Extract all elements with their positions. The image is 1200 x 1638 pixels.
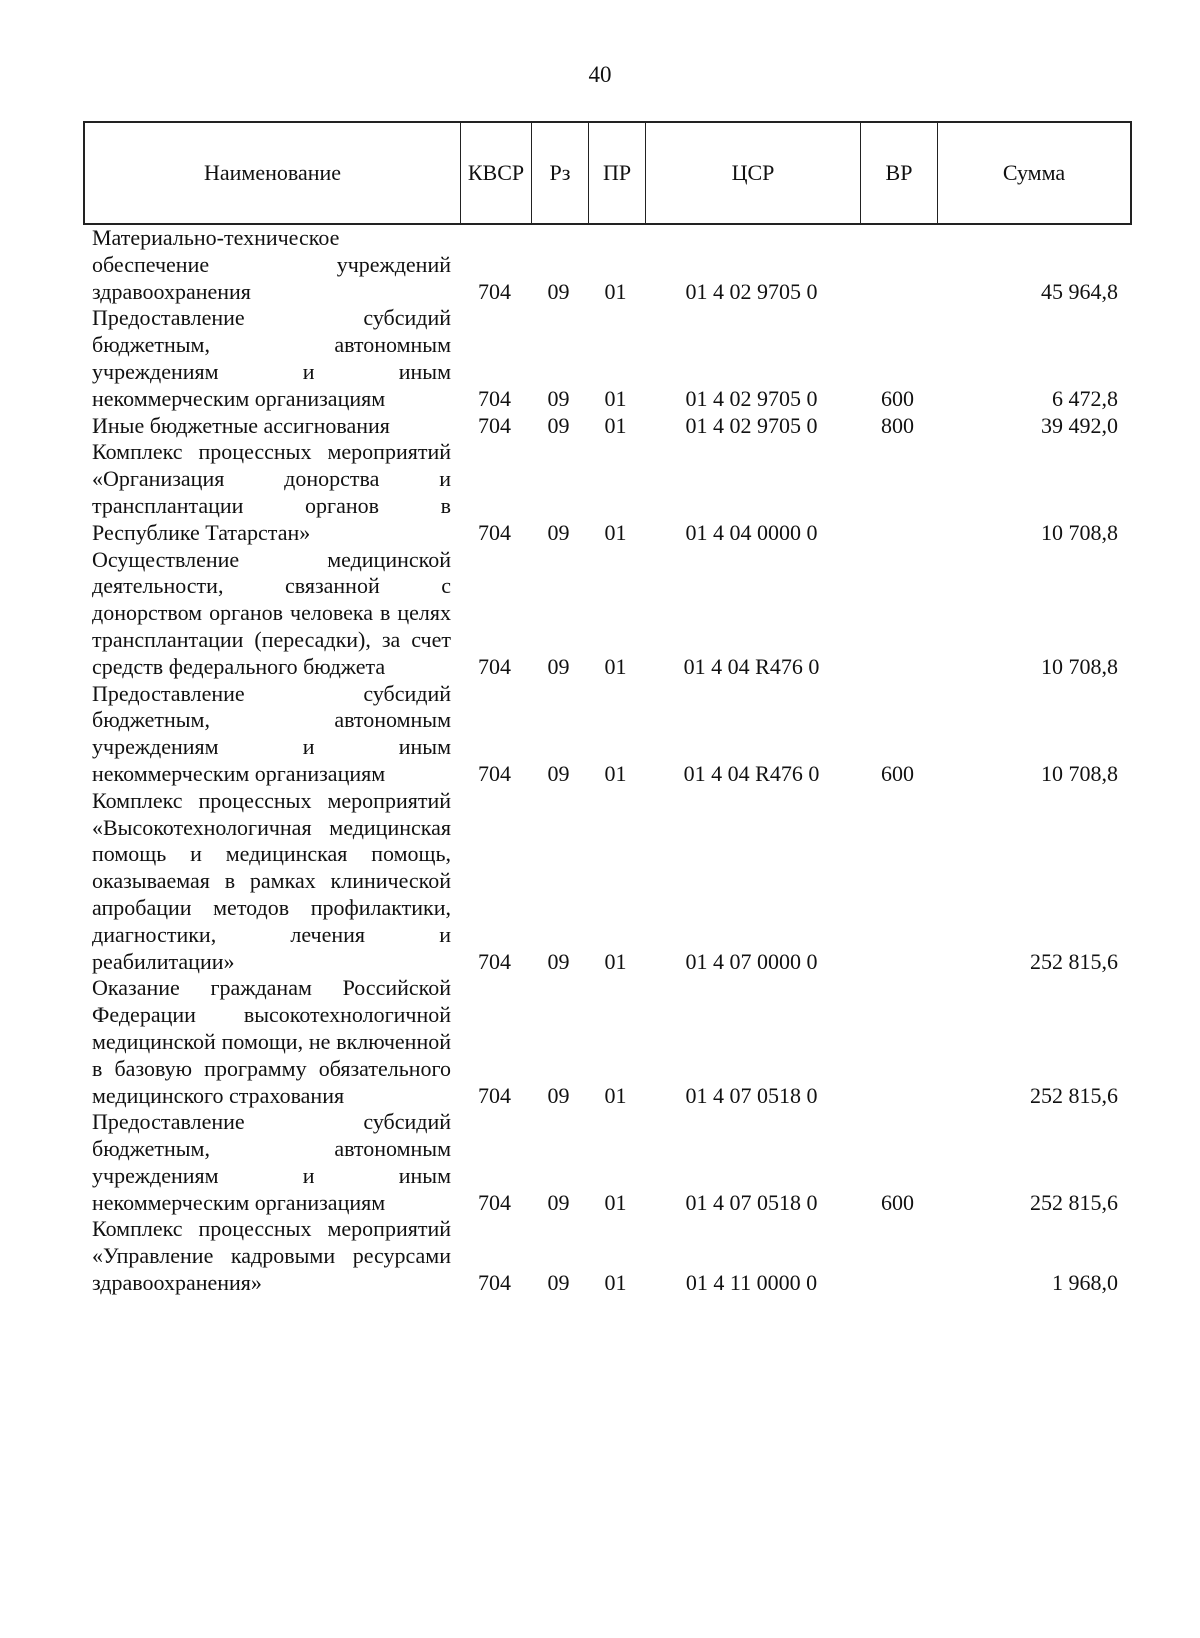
row-rz: 09	[547, 385, 570, 411]
table-row	[83, 788, 1132, 976]
row-rz: 09	[547, 1189, 570, 1215]
row-pr: 01	[604, 412, 627, 438]
row-pr: 01	[604, 1189, 627, 1215]
row-name: Комплекс процессных мероприятий «Управление кадровыми ресурсами здравоохранения»	[92, 1216, 451, 1296]
row-vr: 800	[881, 412, 914, 438]
row-kvsr: 704	[478, 760, 511, 786]
table-row	[83, 681, 1132, 788]
header-vr: ВР	[861, 123, 938, 223]
row-kvsr: 704	[478, 653, 511, 679]
table-row	[83, 225, 1132, 305]
row-name: Предоставление субсидий бюджетным, автономным учреждениям и иным некоммерческим организациям	[92, 1109, 451, 1215]
row-sum: 252 815,6	[1030, 1189, 1118, 1215]
row-rz: 09	[547, 412, 570, 438]
row-pr: 01	[604, 1082, 627, 1108]
row-sum: 1 968,0	[1052, 1270, 1118, 1296]
row-pr: 01	[604, 385, 627, 411]
row-kvsr: 704	[478, 948, 511, 974]
header-rz: Рз	[532, 123, 589, 223]
row-name: Комплекс процессных мероприятий «Организация донорства и трансплантации органов в Республике Татарстан»	[92, 439, 451, 545]
row-pr: 01	[604, 1270, 627, 1296]
row-rz: 09	[547, 1270, 570, 1296]
row-sum: 252 815,6	[1030, 1082, 1118, 1108]
row-name: Оказание гражданам Российской Федерации высокотехнологичной медицинской помощи, не включенной в базовую программу обязательного медицинского страхования	[92, 975, 451, 1108]
header-sum: Сумма	[1002, 160, 1066, 185]
row-rz: 09	[547, 948, 570, 974]
row-csr: 01 4 02 9705 0	[685, 278, 818, 304]
row-sum: 39 492,0	[1041, 412, 1118, 438]
page-number: 40	[588, 62, 612, 87]
row-pr: 01	[604, 519, 627, 545]
row-kvsr: 704	[478, 1270, 511, 1296]
row-sum: 10 708,8	[1041, 653, 1118, 679]
row-rz: 09	[547, 519, 570, 545]
table-row	[83, 975, 1132, 1109]
row-kvsr: 704	[478, 278, 511, 304]
row-csr: 01 4 02 9705 0	[685, 412, 818, 438]
row-csr: 01 4 04 R476 0	[683, 760, 820, 786]
row-name: Предоставление субсидий бюджетным, автономным учреждениям и иным некоммерческим организациям	[92, 680, 451, 786]
table-body	[83, 225, 1132, 1297]
row-kvsr: 704	[478, 519, 511, 545]
row-rz: 09	[547, 760, 570, 786]
row-rz: 09	[547, 1082, 570, 1108]
header-pr: ПР	[589, 123, 646, 223]
row-vr: 600	[881, 385, 914, 411]
row-kvsr: 704	[478, 385, 511, 411]
row-name: Осуществление медицинской деятельности, связанной с донорством органов человека в целях трансплантации (пересадки), за счет средств федерального бюджета	[92, 546, 451, 679]
row-name: Комплекс процессных мероприятий «Высокотехнологичная медицинская помощь и медицинская помощь, оказываемая в рамках клинической апробации методов профилактики, диагностики, лечения и реабилитации»	[92, 787, 451, 974]
table-row	[83, 305, 1132, 412]
row-pr: 01	[604, 948, 627, 974]
table-row	[83, 439, 1132, 546]
row-csr: 01 4 07 0000 0	[685, 948, 818, 974]
row-sum: 10 708,8	[1041, 519, 1118, 545]
row-sum: 252 815,6	[1030, 948, 1118, 974]
row-kvsr: 704	[478, 1189, 511, 1215]
row-sum: 6 472,8	[1052, 385, 1118, 411]
row-csr: 01 4 07 0518 0	[685, 1189, 818, 1215]
row-rz: 09	[547, 653, 570, 679]
row-name: Предоставление субсидий бюджетным, автономным учреждениям и иным некоммерческим организациям	[92, 305, 451, 411]
row-vr: 600	[881, 1189, 914, 1215]
header-csr: ЦСР	[646, 123, 861, 223]
row-csr: 01 4 11 0000 0	[685, 1270, 818, 1296]
table-header	[83, 121, 1132, 225]
row-csr: 01 4 04 R476 0	[683, 653, 820, 679]
row-rz: 09	[547, 278, 570, 304]
row-pr: 01	[604, 278, 627, 304]
row-csr: 01 4 04 0000 0	[685, 519, 818, 545]
table-row	[83, 1109, 1132, 1216]
row-kvsr: 704	[478, 1082, 511, 1108]
row-name: Иные бюджетные ассигнования	[92, 412, 390, 438]
row-pr: 01	[604, 760, 627, 786]
row-sum: 10 708,8	[1041, 760, 1118, 786]
row-vr: 600	[881, 760, 914, 786]
row-sum: 45 964,8	[1041, 278, 1118, 304]
header-name: Наименование	[85, 123, 461, 223]
row-csr: 01 4 07 0518 0	[685, 1082, 818, 1108]
table-row	[83, 413, 1132, 440]
row-pr: 01	[604, 653, 627, 679]
table-row	[83, 547, 1132, 681]
table-row	[83, 1216, 1132, 1296]
row-name: Материально-техническое обеспечение учреждений здравоохранения	[92, 225, 451, 304]
header-kvsr: КВСР	[461, 123, 532, 223]
row-csr: 01 4 02 9705 0	[685, 385, 818, 411]
row-kvsr: 704	[478, 412, 511, 438]
